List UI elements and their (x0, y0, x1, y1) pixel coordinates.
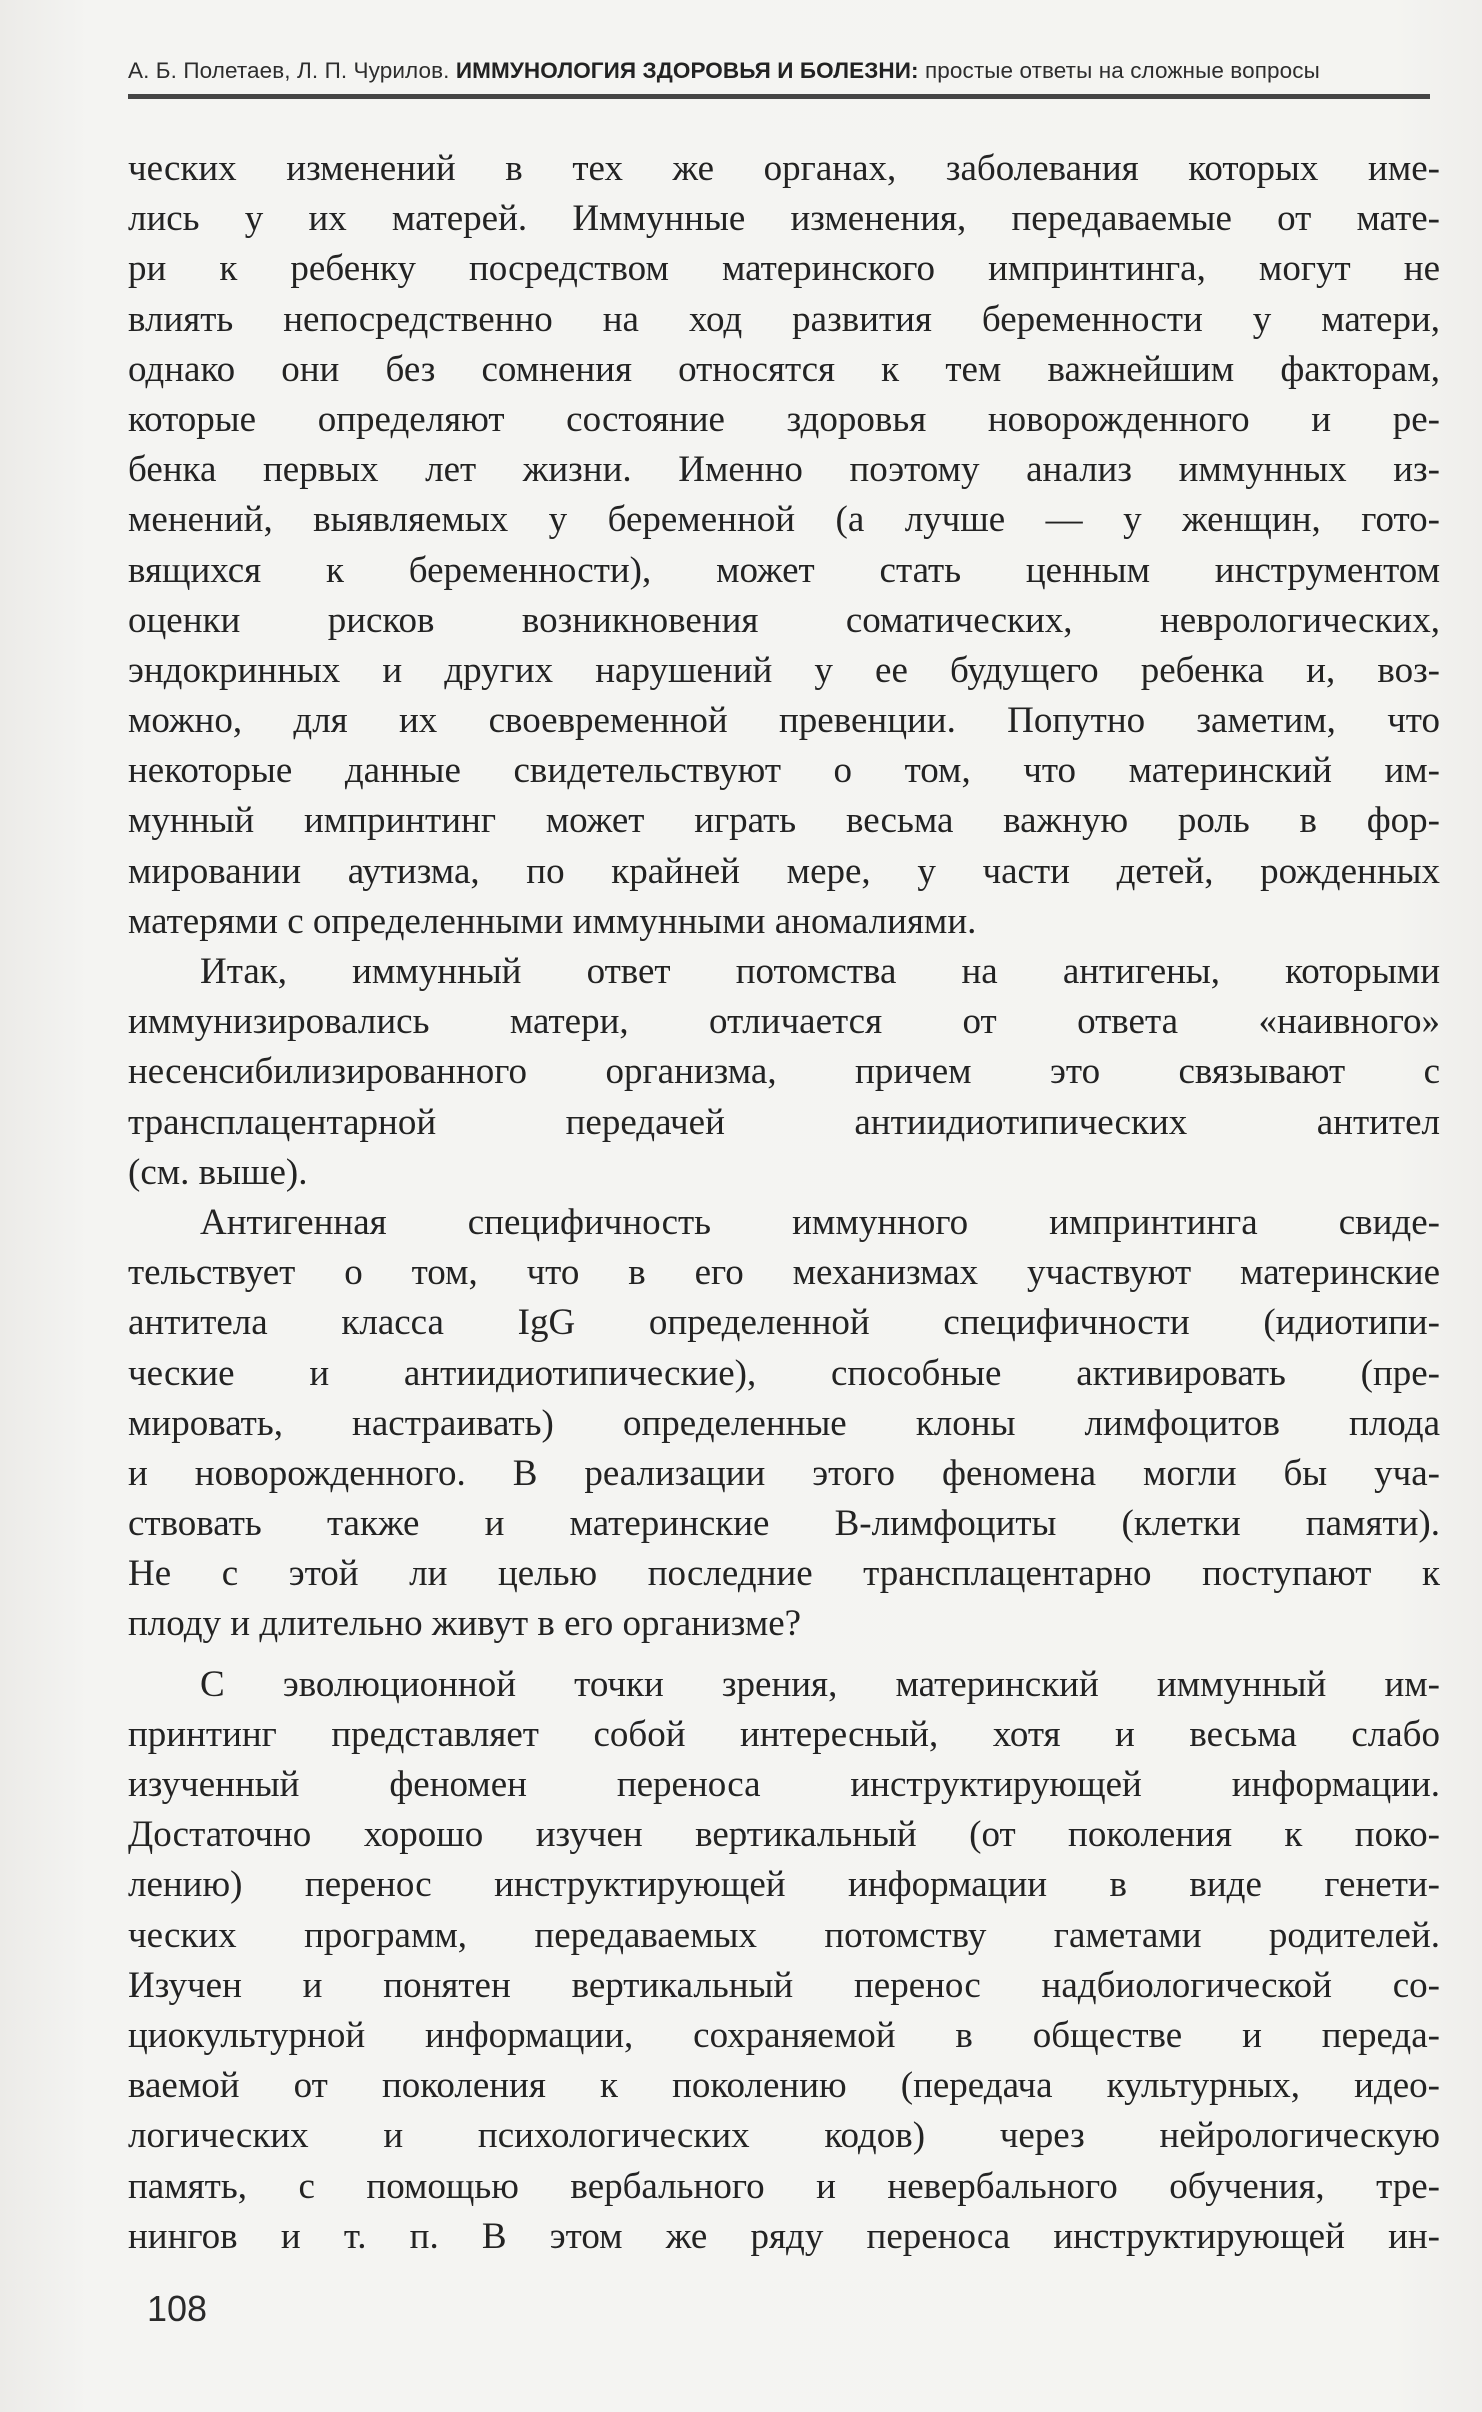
text-line: ческих изменений в тех же органах, заболевания которых име- (128, 148, 1440, 189)
text-line: иммунизировались матери, отличается от ответа «наивного» (128, 1001, 1440, 1043)
text-line: влиять непосредственно на ход развития беременности у матери, (128, 298, 1440, 340)
header-book-title: ИММУНОЛОГИЯ ЗДОРОВЬЯ И БОЛЕЗНИ: (455, 58, 919, 83)
text-line: нингов и т. п. В этом же ряду переноса инструктирующей ин- (128, 2215, 1440, 2257)
text-line: ческих программ, передаваемых потомству гаметами родителей. (128, 1914, 1440, 1956)
text-line: (см. выше). (128, 1151, 308, 1193)
text-line: Не с этой ли целью последние трансплацентарно поступают к (128, 1553, 1440, 1595)
text-line: память, с помощью вербального и невербального обучения, тре- (128, 2165, 1440, 2207)
text-line: менений, выявляемых у беременной (а лучше — у женщин, гото- (128, 499, 1440, 541)
text-line: Итак, иммунный ответ потомства на антигены, которыми (200, 951, 1440, 992)
text-line: однако они без сомнения относятся к тем важнейшим факторам, (128, 348, 1440, 390)
text-line: мировать, настраивать) определенные клоны лимфоцитов плода (128, 1402, 1440, 1444)
text-line: ри к ребенку посредством материнского импринтинга, могут не (128, 248, 1440, 290)
text-line: бенка первых лет жизни. Именно поэтому анализ иммунных из- (128, 449, 1440, 491)
text-line: принтинг представляет собой интересный, хотя и весьма слабо (128, 1713, 1440, 1755)
body-text (128, 144, 1440, 2262)
text-line: антитела класса IgG определенной специфичности (идиотипи- (128, 1302, 1440, 1344)
paragraph-4 (128, 1660, 1440, 2262)
text-line: вящихся к беременности), может стать ценным инструментом (128, 549, 1440, 591)
text-line: мунный импринтинг может играть весьма важную роль в фор- (128, 800, 1440, 842)
text-line: некоторые данные свидетельствуют о том, что материнский им- (128, 750, 1440, 792)
paragraph-2 (128, 947, 1440, 1198)
text-line: оценки рисков возникновения соматических, неврологических, (128, 599, 1440, 641)
text-line: эндокринных и других нарушений у ее будущего ребенка и, воз- (128, 649, 1440, 691)
text-line: Изучен и понятен вертикальный перенос надбиологической со- (128, 1964, 1440, 2006)
running-header (128, 58, 1430, 84)
paragraph-1 (128, 144, 1440, 947)
text-line: изученный феномен переноса инструктирующей информации. (128, 1764, 1440, 1805)
text-line: лись у их матерей. Иммунные изменения, передаваемые от мате- (128, 198, 1440, 240)
header-subtitle: простые ответы на сложные вопросы (924, 58, 1320, 83)
text-line: тельствует о том, что в его механизмах участвуют материнские (128, 1252, 1440, 1294)
text-line: несенсибилизированного организма, причем это связывают с (128, 1051, 1440, 1093)
header-authors: А. Б. Полетаев, Л. П. Чурилов. (128, 58, 450, 83)
paragraph-3 (128, 1198, 1440, 1650)
text-line: трансплацентарной передачей антиидиотипических антител (128, 1101, 1440, 1143)
text-line: плоду и длительно живут в его организме? (128, 1603, 802, 1645)
text-line: Антигенная специфичность иммунного импринтинга свиде- (200, 1201, 1440, 1243)
header-rule (128, 94, 1430, 99)
text-line: лению) перенос инструктирующей информации в виде генети- (128, 1864, 1440, 1906)
text-line: Достаточно хорошо изучен вертикальный (от поколения к поко- (128, 1814, 1440, 1856)
text-line: логических и психологических кодов) через нейрологическую (128, 2115, 1440, 2157)
text-line: мировании аутизма, по крайней мере, у части детей, рожденных (128, 850, 1440, 892)
page-number: 108 (147, 2288, 208, 2329)
text-line: можно, для их своевременной превенции. Попутно заметим, что (128, 700, 1440, 742)
text-line: циокультурной информации, сохраняемой в обществе и переда- (128, 2014, 1440, 2056)
text-line: ческие и антиидиотипические), способные активировать (пре- (128, 1352, 1440, 1394)
text-line: которые определяют состояние здоровья новорожденного и ре- (128, 398, 1440, 440)
text-line: С эволюционной точки зрения, материнский иммунный им- (200, 1663, 1440, 1705)
text-line: ствовать также и материнские В-лимфоциты (клетки памяти). (128, 1503, 1440, 1545)
text-line: и новорожденного. В реализации этого феномена могли бы уча- (128, 1452, 1440, 1494)
text-line: матерями с определенными иммунными аномалиями. (128, 900, 977, 942)
text-line: ваемой от поколения к поколению (передача культурных, идео- (128, 2065, 1440, 2107)
